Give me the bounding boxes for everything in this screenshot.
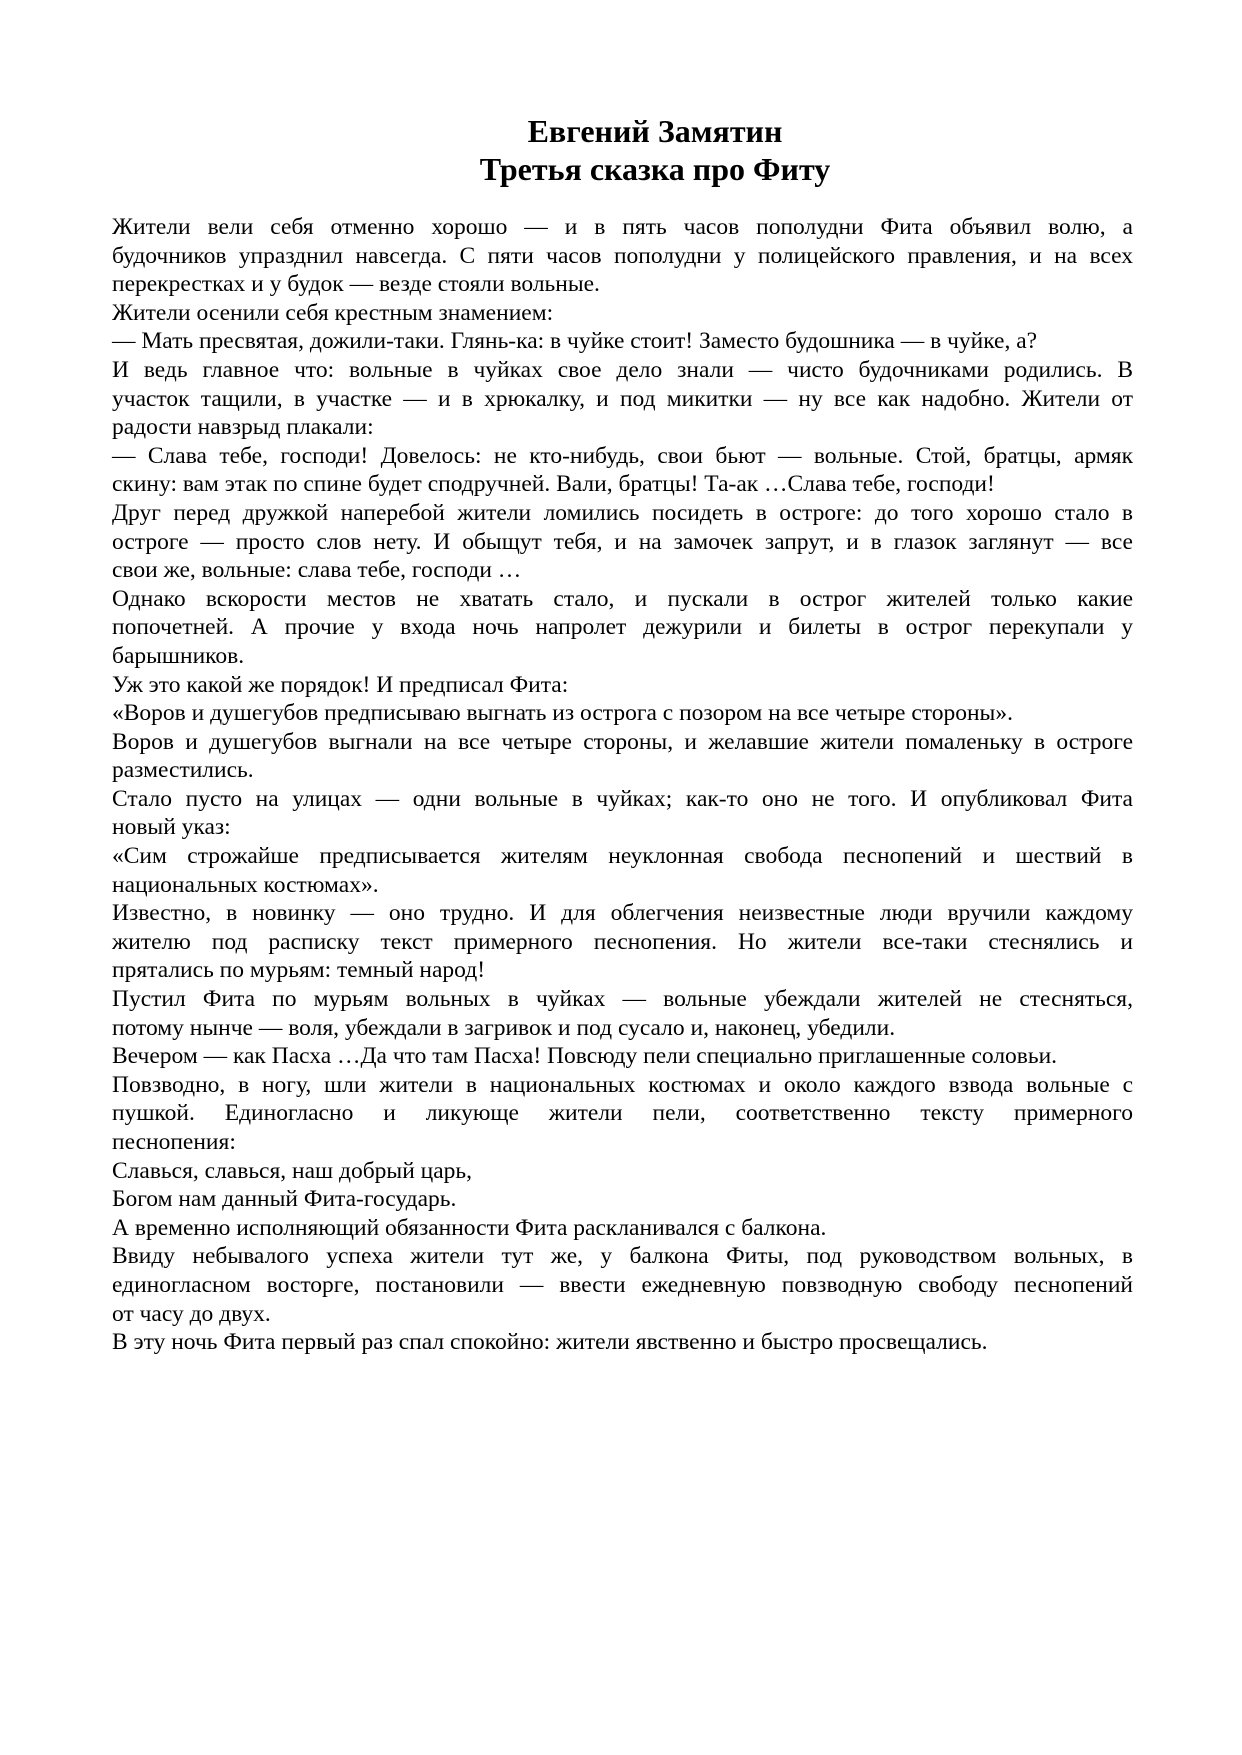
text-line: Воров и душегубов выгнали на все четыре стороны, и желавшие жители помаленьку в остроге (112, 728, 1133, 755)
paragraph (112, 699, 1133, 728)
text-line: радости навзрыд плакали: (112, 414, 374, 441)
paragraph (112, 299, 1133, 328)
document-title-block (112, 112, 1198, 188)
author-name: Евгений Замятин (527, 113, 783, 149)
text-line: новый указ: (112, 814, 231, 841)
text-line: свои же, вольные: слава тебе, господи … (112, 557, 522, 584)
paragraph (112, 671, 1133, 700)
text-line: Друг перед дружкой наперебой жители ломились посидеть в остроге: до того хорошо стало в (112, 499, 1133, 526)
text-line: попочетней. А прочие у входа ночь напролет дежурили и билеты в острог перекупали у (112, 614, 1133, 641)
text-line: Пустил Фита по мурьям вольных в чуйках — вольные убеждали жителей не стесняться, (112, 986, 1133, 1013)
text-line: А временно исполняющий обязанности Фита раскланивался с балкона. (112, 1214, 827, 1241)
text-line: жителю под расписку текст примерного песнопения. Но жители все-таки стеснялись и (112, 928, 1133, 955)
text-line: участок тащили, в участке — и в хрюкалку, и под микитки — ну все как надобно. Жители от (112, 385, 1133, 412)
paragraph (112, 1242, 1133, 1328)
paragraph (112, 499, 1133, 585)
paragraph (112, 442, 1133, 499)
text-line: Известно, в новинку — оно трудно. И для облегчения неизвестные люди вручили каждому (112, 900, 1133, 927)
text-line: Уж это какой же порядок! И предписал Фита: (112, 671, 569, 698)
text-line: Однако вскорости местов не хватать стало, и пускали в острог жителей только какие (112, 585, 1133, 612)
text-line: перекрестках и у будок — везде стояли вольные. (112, 271, 600, 298)
text-line: «Сим строжайше предписывается жителям неуклонная свобода песнопений и шествий в (112, 843, 1133, 870)
text-line: остроге — просто слов нету. И обыщут тебя, и на замочек запрут, и в глазок заглянут — все (112, 528, 1133, 555)
text-line: Славься, славься, наш добрый царь, (112, 1157, 473, 1184)
paragraph (112, 213, 1133, 299)
text-line: Стало пусто на улицах — одни вольные в чуйках; как-то оно не того. И опубликовал Фита (112, 785, 1133, 812)
text-line: скину: вам этак по спине будет сподручней. Вали, братцы! Та-ак …Слава тебе, господи! (112, 471, 995, 498)
text-line: от часу до двух. (112, 1300, 271, 1327)
text-line: Вечером — как Пасха …Да что там Пасха! Повсюду пели специально приглашенные соловьи. (112, 1043, 1058, 1070)
text-line: пушкой. Единогласно и ликующе жители пели, соответственно тексту примерного (112, 1100, 1133, 1127)
text-line: — Слава тебе, господи! Довелось: не кто-нибудь, свои бьют — вольные. Стой, братцы, армяк (112, 442, 1133, 469)
text-line: — Мать пресвятая, дожили-таки. Глянь-ка: в чуйке стоит! Заместо будошника — в чуйке, а? (112, 328, 1038, 355)
text-line: Жители вели себя отменно хорошо — и в пять часов пополудни Фита объявил волю, а (112, 214, 1133, 240)
paragraph (112, 785, 1133, 842)
text-line: В эту ночь Фита первый раз спал спокойно: жители явственно и быстро просвещались. (112, 1329, 988, 1356)
text-line: И ведь главное что: вольные в чуйках свое дело знали — чисто будочниками родились. В (112, 356, 1133, 383)
paragraph (112, 1042, 1133, 1071)
paragraph (112, 585, 1133, 671)
story-body (112, 213, 1133, 1357)
text-line: потому нынче — воля, убеждали в загривок и под сусало и, наконец, убедили. (112, 1014, 896, 1041)
story-title: Третья сказка про Фиту (479, 151, 831, 187)
paragraph (112, 842, 1133, 899)
paragraph (112, 1328, 1133, 1357)
text-line: песнопения: (112, 1129, 236, 1155)
text-line: Жители осенили себя крестным знамением: (112, 299, 554, 326)
text-line: будочников упразднил навсегда. С пяти часов пополудни у полицейского правления, и на всех (112, 242, 1133, 269)
text-line: Повзводно, в ногу, шли жители в национальных костюмах и около каждого взвода вольные с (112, 1071, 1133, 1098)
text-line: национальных костюмах». (112, 871, 379, 898)
paragraph (112, 1185, 1133, 1214)
text-line: прятались по мурьям: темный народ! (112, 957, 486, 984)
paragraph (112, 1071, 1133, 1157)
paragraph (112, 899, 1133, 985)
text-line: барышников. (112, 642, 245, 669)
text-line: Богом нам данный Фита-государь. (112, 1186, 457, 1213)
text-line: Ввиду небывалого успеха жители тут же, у балкона Фиты, под руководством вольных, в (112, 1243, 1133, 1270)
text-line: единогласном восторге, постановили — ввести ежедневную повзводную свободу песнопений (112, 1271, 1133, 1298)
paragraph (112, 327, 1133, 356)
paragraph (112, 356, 1133, 442)
text-line: «Воров и душегубов предписываю выгнать из острога с позором на все четыре стороны». (112, 700, 1013, 727)
paragraph (112, 728, 1133, 785)
paragraph (112, 1157, 1133, 1186)
paragraph (112, 1214, 1133, 1243)
paragraph (112, 985, 1133, 1042)
text-line: разместились. (112, 757, 254, 784)
